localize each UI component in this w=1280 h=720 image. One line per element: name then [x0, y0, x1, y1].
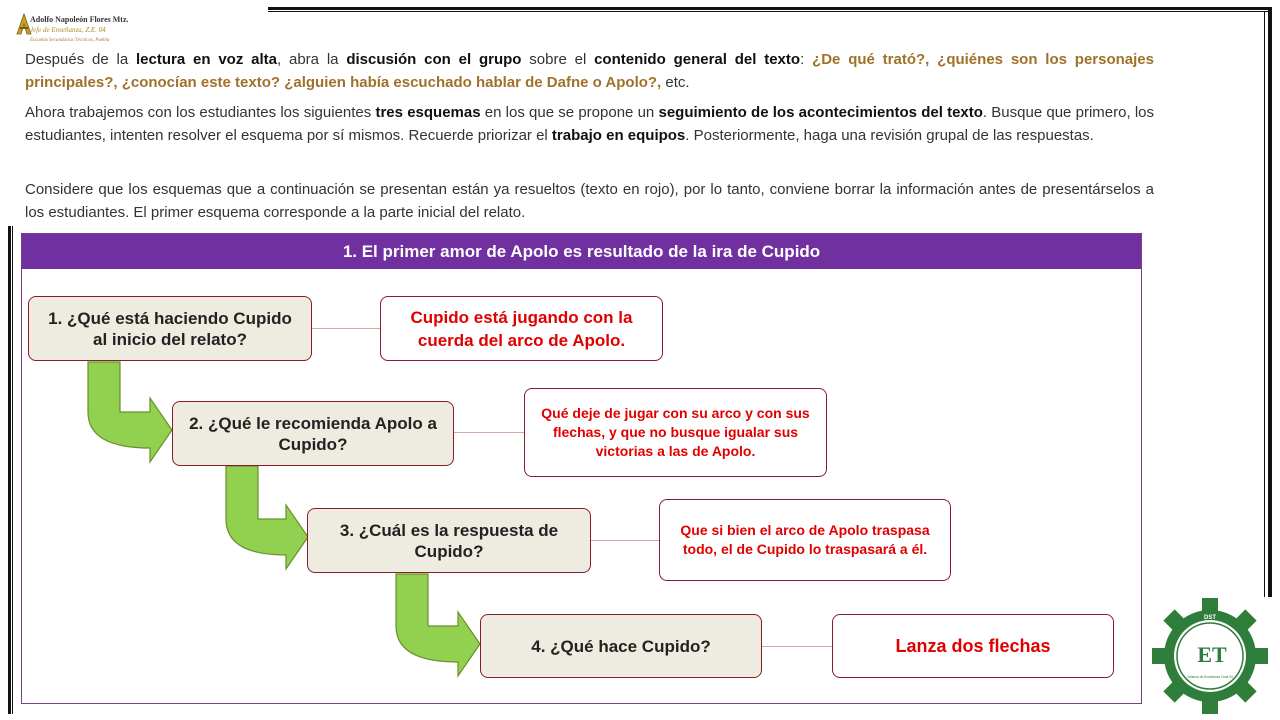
logo-org: Escuelas Secundarias Técnicas, Puebla: [30, 38, 110, 43]
text-span: en los que se propone un: [480, 104, 659, 121]
intro-paragraph-1: [25, 48, 1154, 94]
connector-line-2: [454, 432, 524, 433]
frame-left-border: [8, 226, 11, 714]
question-box-3: 3. ¿Cuál es la respuesta de Cupido?: [307, 508, 591, 573]
bold-span: lectura en voz alta: [136, 51, 278, 68]
frame-top-border: [268, 7, 1272, 10]
intro-paragraph-2: [25, 101, 1154, 147]
logo-role: Jefe de Enseñanza, Z.E. 04: [30, 26, 106, 34]
emblem-mark: ET: [1197, 642, 1227, 667]
connector-line-4: [761, 646, 832, 647]
discussion-questions: ¿De qué trató?, ¿quiénes son los personajes principales?, ¿conocían este texto? ¿alguien había escuchado hablar de Dafne o Apolo?,: [25, 51, 1154, 91]
text-span: . Busque que primero, los estudiantes, intenten resolver el esquema por sí mismos. Recuerde priorizar el: [25, 104, 1154, 144]
bold-span: discusión con el grupo: [346, 51, 522, 68]
gear-emblem-icon: [1150, 596, 1270, 716]
text-span: :: [800, 51, 813, 68]
text-span: Ahora trabajemos con los estudiantes los siguientes: [25, 104, 376, 121]
answer-box-4: Lanza dos flechas: [832, 614, 1114, 678]
question-box-4: 4. ¿Qué hace Cupido?: [480, 614, 762, 678]
connector-line-1: [312, 328, 380, 329]
intro-paragraph-3: Considere que los esquemas que a continuación se presentan están ya resueltos (texto en rojo), por lo tanto, conviene borrar la información antes de presentárselos a los estudiantes. El primer esquema corresponde a la parte inicial del relato.: [25, 181, 1154, 221]
text-span: , abra la: [277, 51, 347, 68]
bold-span: contenido general del texto: [594, 51, 801, 68]
answer-box-2: Qué deje de jugar con su arco y con sus flechas, y que no busque igualar sus victorias a las de Apolo.: [524, 388, 827, 477]
frame-left-border-thin: [12, 226, 13, 714]
emblem-top-text: DST: [1204, 615, 1216, 621]
bold-span: trabajo en equipos: [551, 127, 686, 144]
frame-top-border-thin: [268, 11, 1272, 12]
frame-right-border-thin: [1264, 11, 1265, 597]
logo-name: Adolfo Napoleón Flores Mtz.: [30, 15, 129, 24]
question-box-1: 1. ¿Qué está haciendo Cupido al inicio del relato?: [28, 296, 312, 361]
text-span: sobre el: [521, 51, 595, 68]
question-box-2: 2. ¿Qué le recomienda Apolo a Cupido?: [172, 401, 454, 466]
text-span: etc.: [661, 74, 690, 91]
emblem-bottom-text: Jefatura de Enseñanza Zona 04: [1187, 675, 1233, 679]
answer-box-1: Cupido está jugando con la cuerda del arco de Apolo.: [380, 296, 663, 361]
text-span: Después de la: [25, 51, 137, 68]
text-span: . Posteriormente, haga una revisión grupal de las respuestas.: [685, 127, 1094, 144]
frame-right-border: [1268, 7, 1272, 597]
answer-box-3: Que si bien el arco de Apolo traspasa todo, el de Cupido lo traspasará a él.: [659, 499, 951, 581]
author-logo: [16, 10, 129, 50]
bold-span: seguimiento de los acontecimientos del texto: [658, 104, 983, 121]
diagram-title: 1. El primer amor de Apolo es resultado de la ira de Cupido: [22, 234, 1141, 269]
connector-line-3: [590, 540, 660, 541]
bold-span: tres esquemas: [375, 104, 481, 121]
